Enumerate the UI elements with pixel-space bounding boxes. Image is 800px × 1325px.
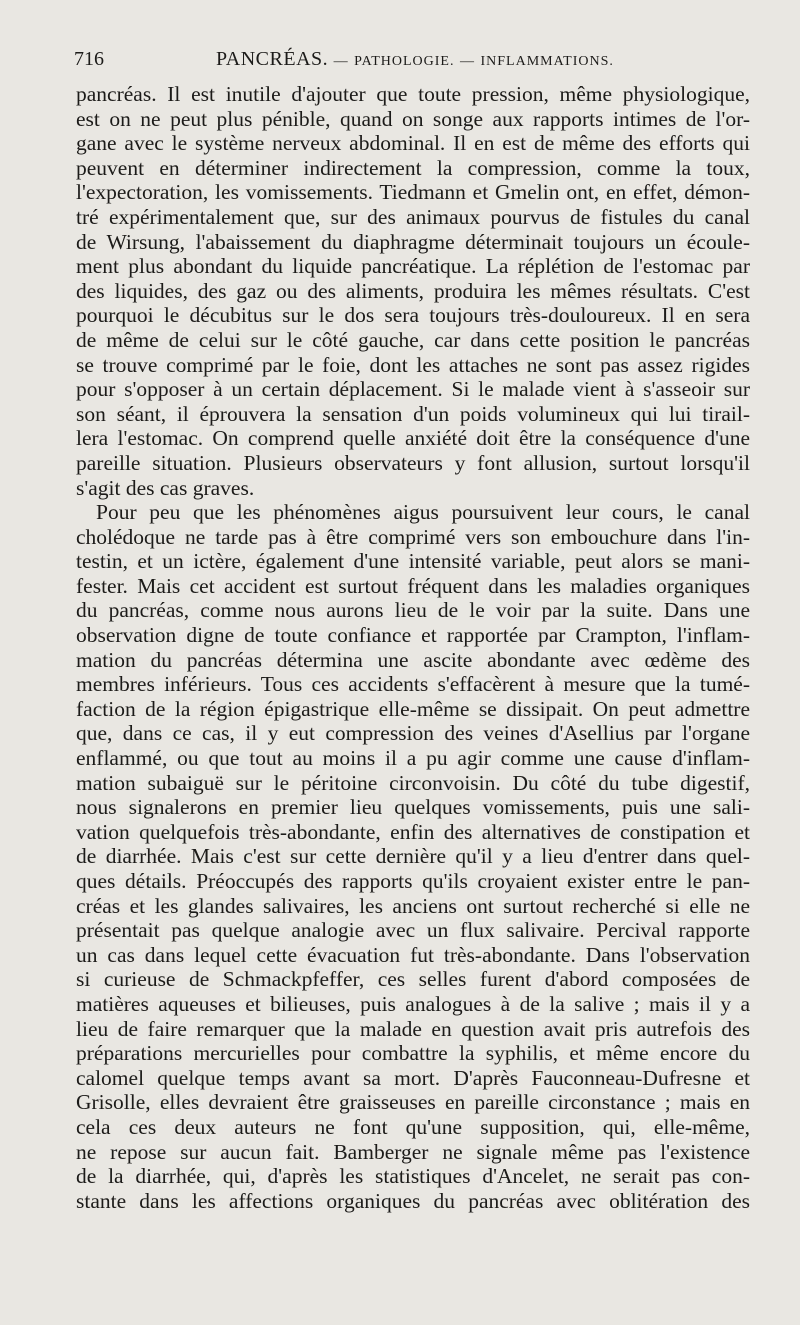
text-line: est on ne peut plus pénible, quand on songe aux rapports intimes de l'or-	[76, 106, 750, 131]
text-line: l'expectoration, les vomissements. Tiedmann et Gmelin ont, en effet, démon-	[76, 180, 750, 205]
header-sep-2: —	[459, 54, 475, 69]
paragraph-start-line: Pour peu que les phénomènes aigus poursuivent leur cours, le canal	[96, 500, 750, 525]
text-line: de même de celui sur le côté gauche, car dans cette position le pancréas	[76, 327, 750, 352]
page-number: 716	[74, 48, 104, 70]
body-text	[76, 82, 750, 1213]
header-subsection: INFLAMMATIONS.	[480, 54, 614, 69]
text-line: observation digne de toute confiance et rapportée par Crampton, l'inflam-	[76, 623, 750, 648]
text-line: ne repose sur aucun fait. Bamberger ne signale même pas l'existence	[76, 1139, 750, 1164]
header-sep-1: —	[333, 54, 349, 69]
text-line: préparations mercurielles pour combattre la syphilis, et même encore du	[76, 1041, 750, 1066]
text-line: testin, et un ictère, également d'une intensité variable, peut alors se mani-	[76, 549, 750, 574]
text-line: cela ces deux auteurs ne font qu'une supposition, qui, elle-même,	[76, 1114, 750, 1139]
text-line: son séant, il éprouvera la sensation d'un poids volumineux qui lui tirail-	[76, 401, 750, 426]
text-line: nous signalerons en premier lieu quelques vomissements, puis une sali-	[76, 795, 750, 820]
header-section: PATHOLOGIE.	[354, 54, 455, 69]
text-line: ment plus abondant du liquide pancréatique. La réplétion de l'estomac par	[76, 254, 750, 279]
text-line: membres inférieurs. Tous ces accidents s'effacèrent à mesure que la tumé-	[76, 672, 750, 697]
text-line: stante dans les affections organiques du pancréas avec oblitération des	[76, 1188, 750, 1213]
text-line: des liquides, des gaz ou des aliments, produira les mêmes résultats. C'est	[76, 278, 750, 303]
text-line: de diarrhée. Mais c'est sur cette dernière qu'il y a lieu d'entrer dans quel-	[76, 844, 750, 869]
text-line: peuvent en déterminer indirectement la compression, comme la toux,	[76, 155, 750, 180]
text-line: Grisolle, elles devraient être graisseuses en pareille circonstance ; mais en	[76, 1090, 750, 1115]
text-line: calomel quelque temps avant sa mort. D'après Fauconneau-Dufresne et	[76, 1065, 750, 1090]
text-line: de la diarrhée, qui, d'après les statistiques d'Ancelet, ne serait pas con-	[76, 1164, 750, 1189]
text-line: enflammé, ou que tout au moins il a pu agir comme une cause d'inflam-	[76, 746, 750, 771]
text-line: que, dans ce cas, il y eut compression des veines d'Asellius par l'organe	[76, 721, 750, 746]
text-line: cholédoque ne tarde pas à être comprimé vers son embouchure dans l'in-	[76, 524, 750, 549]
text-line: pancréas. Il est inutile d'ajouter que toute pression, même physiologique,	[76, 82, 750, 106]
running-title	[216, 44, 614, 77]
text-line: fester. Mais cet accident est surtout fréquent dans les maladies organiques	[76, 573, 750, 598]
text-line: vation quelquefois très-abondante, enfin des alternatives de constipation et	[76, 819, 750, 844]
text-line: ques détails. Préoccupés des rapports qu'ils croyaient exister entre le pan-	[76, 869, 750, 893]
header-title: PANCRÉAS.	[216, 48, 329, 70]
text-line: pourquoi le décubitus sur le dos sera toujours très-douloureux. Il en sera	[76, 303, 750, 328]
text-line: mation subaiguë sur le péritoine circonvoisin. Du côté du tube digestif,	[76, 770, 750, 795]
text-line: de Wirsung, l'abaissement du diaphragme déterminait toujours un écoule-	[76, 229, 750, 254]
text-line: pour s'opposer à un certain déplacement. Si le malade vient à s'asseoir sur	[76, 377, 750, 402]
running-header	[74, 44, 750, 74]
text-line: un cas dans lequel cette évacuation fut très-abondante. Dans l'observation	[76, 942, 750, 967]
text-line: mation du pancréas détermina une ascite abondante avec œdème des	[76, 647, 750, 672]
text-line: s'agit des cas graves.	[76, 475, 255, 500]
text-line: du pancréas, comme nous aurons lieu de le voir par la suite. Dans une	[76, 598, 750, 623]
text-line: créas et les glandes salivaires, les anciens ont surtout recherché si elle ne	[76, 893, 750, 918]
text-line: si curieuse de Schmackpfeffer, ces selles furent d'abord composées de	[76, 967, 750, 992]
text-line: tré expérimentalement que, sur des animaux pourvus de fistules du canal	[76, 204, 750, 229]
text-line: pareille situation. Plusieurs observateurs y font allusion, surtout lorsqu'il	[76, 450, 750, 475]
text-line: faction de la région épigastrique elle-même se dissipait. On peut admettre	[76, 696, 750, 721]
text-line: présentait pas quelque analogie avec un flux salivaire. Percival rapporte	[76, 918, 750, 943]
text-line: matières aqueuses et bilieuses, puis analogues à de la salive ; mais il y a	[76, 991, 750, 1016]
text-line: lera l'estomac. On comprend quelle anxiété doit être la conséquence d'une	[76, 426, 750, 451]
text-line: lieu de faire remarquer que la malade en question avait pris autrefois des	[76, 1016, 750, 1041]
text-line: se trouve comprimé par le foie, dont les attaches ne sont pas assez rigides	[76, 352, 750, 377]
text-line: gane avec le système nerveux abdominal. Il en est de même des efforts qui	[76, 131, 750, 156]
